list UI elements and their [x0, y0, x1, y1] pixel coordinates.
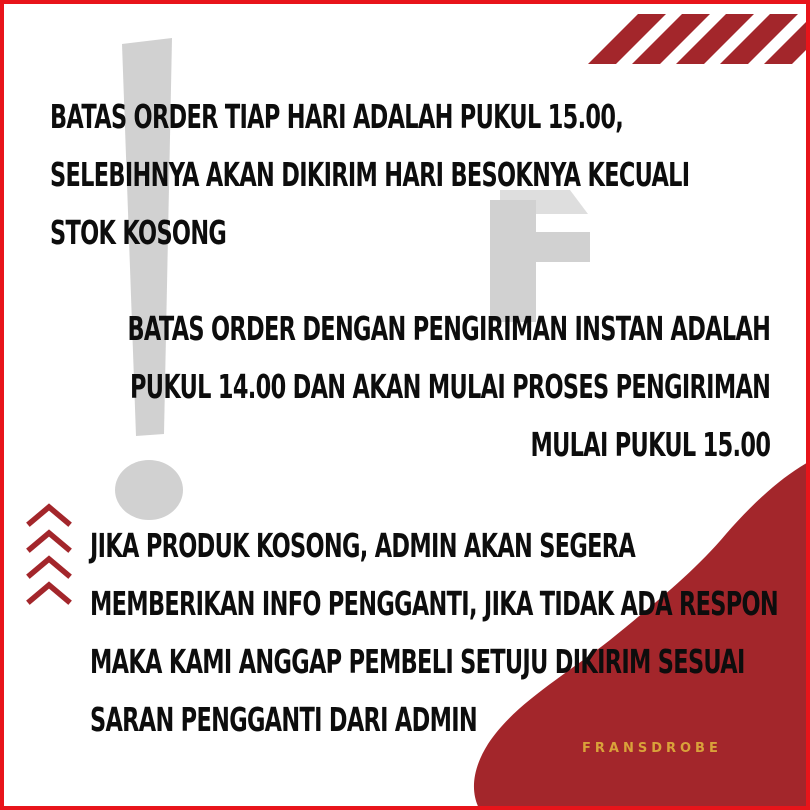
text-line: SELEBIHNYA AKAN DIKIRIM HARI BESOKNYA KECUALI: [50, 155, 690, 194]
text-line: BATAS ORDER DENGAN PENGIRIMAN INSTAN ADALAH: [127, 309, 770, 348]
text-line: PUKUL 14.00 DAN AKAN MULAI PROSES PENGIRIMAN: [129, 367, 770, 406]
chevron-up-icon: [26, 501, 72, 611]
instant-shipping-paragraph: [127, 300, 770, 474]
diagonal-stripes: [588, 14, 810, 64]
text-line: MAKA KAMI ANGGAP PEMBELI SETUJU DIKIRIM SESUAI: [90, 642, 745, 681]
text-line: STOK KOSONG: [50, 213, 227, 252]
text-line: SARAN PENGGANTI DARI ADMIN: [90, 700, 477, 739]
text-line: JIKA PRODUK KOSONG, ADMIN AKAN SEGERA: [90, 526, 636, 565]
out-of-stock-paragraph: [90, 517, 778, 749]
brand-label: FRANSDROBE: [582, 741, 722, 756]
text-line: MEMBERIKAN INFO PENGGANTI, JIKA TIDAK ADA RESPON: [90, 584, 779, 623]
text-line: BATAS ORDER TIAP HARI ADALAH PUKUL 15.00,: [50, 97, 624, 136]
cutoff-paragraph: [50, 88, 689, 262]
text-line: MULAI PUKUL 15.00: [530, 425, 770, 464]
